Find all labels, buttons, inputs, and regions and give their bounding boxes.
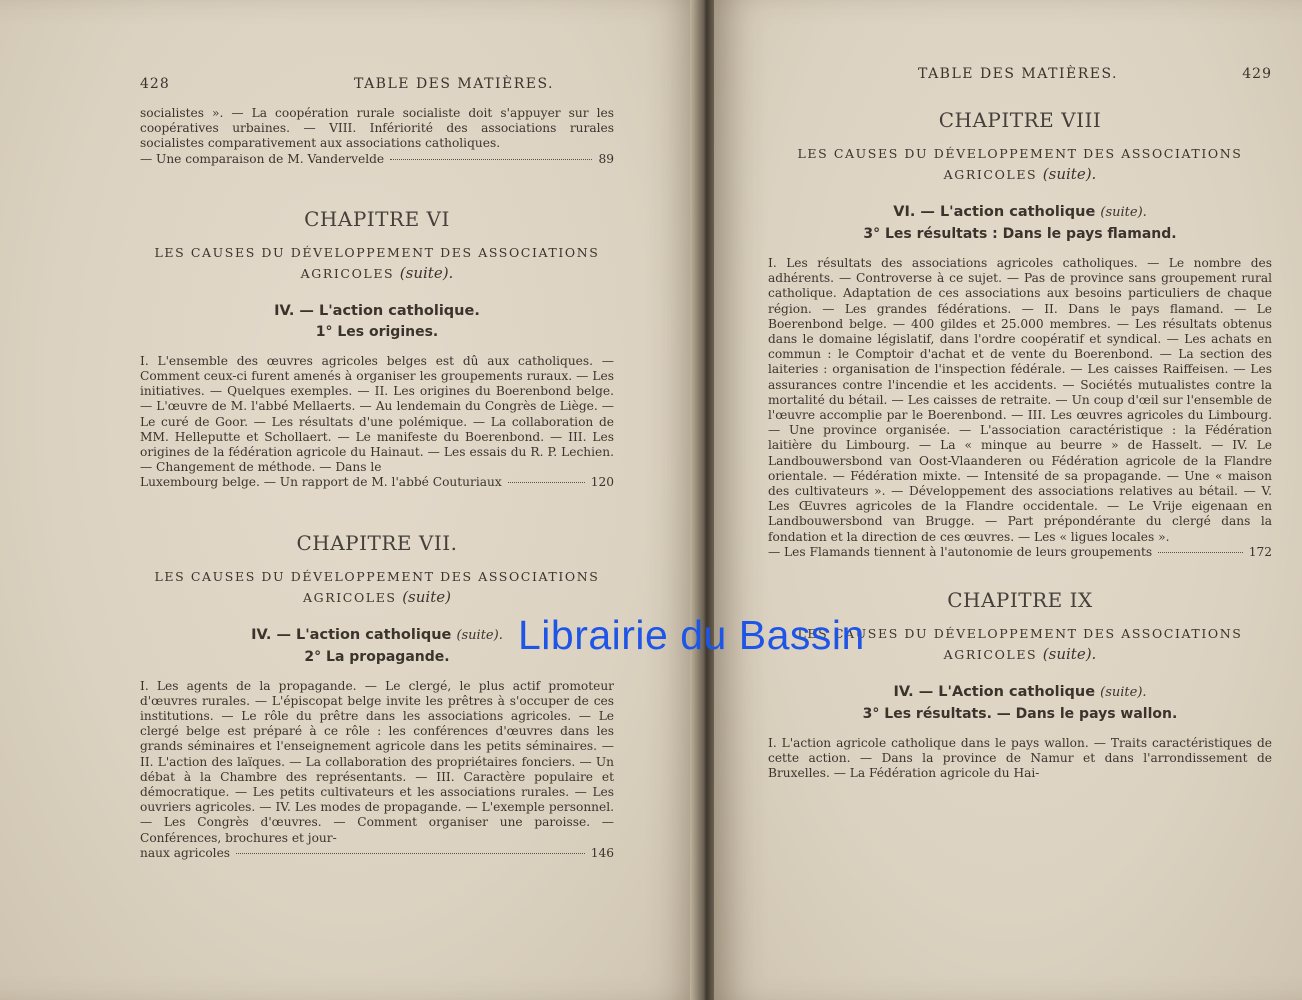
entry-last-text: — Une comparaison de M. Vandervelde: [140, 151, 385, 166]
entry-last-text: naux agricoles: [140, 845, 231, 860]
chapter-title: CHAPITRE IX: [947, 588, 1093, 613]
page-reference: 172: [1248, 544, 1272, 559]
entry-last-text: Luxembourg belge. — Un rapport de M. l'abbé Couturiaux: [140, 475, 502, 490]
chapter-title: CHAPITRE VIII: [938, 108, 1102, 132]
leader-dots: [1158, 552, 1243, 553]
chapter-subtitle: [768, 144, 1272, 185]
section-heading: IV. — L'action catholique.: [274, 302, 480, 319]
section-heading: [768, 681, 1272, 704]
chapter-viii: [768, 108, 1272, 560]
chapter-subtitle-text: LES CAUSES DU DÉVELOPPEMENT DES ASSOCIATIONS AGRICOLES: [154, 568, 600, 605]
chapter-subtitle-suite: (suite): [402, 587, 451, 606]
subsection-heading: 3° Les résultats : Dans le pays flamand.: [863, 226, 1177, 242]
chapter-vii: [140, 531, 614, 861]
chapter-title: CHAPITRE VII.: [296, 530, 458, 555]
section-heading-text: VI. — L'action catholique: [893, 204, 1096, 220]
section-heading-suite: (suite).: [1100, 685, 1147, 701]
leader-dots: [508, 482, 585, 483]
left-running-head: [140, 76, 614, 92]
continuation-last-line: [140, 152, 614, 167]
right-page: [714, 0, 1302, 1000]
chapter-subtitle-suite: (suite).: [1042, 165, 1097, 183]
continuation-text: socialistes ». — La coopération rurale socialiste doit s'appuyer sur les coopératives urbaines. — VIII. Infériorité des associations rurales socialistes comparativement aux associations catholiques.: [140, 106, 614, 151]
chapter-subtitle-text: LES CAUSES DU DÉVELOPPEMENT DES ASSOCIATIONS AGRICOLES: [797, 146, 1243, 182]
chapter-summary: I. Les résultats des associations agricoles catholiques. — Le nombre des adhérents. — Controverse à ce sujet. — Pas de province sans groupement rural catholique. Adaptation de ces associations aux besoins particuliers de chaque région. — Les grandes fédérations. — II. Dans le pays flamand. — Le Boerenbond belge. — 400 gildes et 25.000 membres. — Les résultats obtenus dans le domaine législatif, dans l'ordre coopératif et syndical. — Les achats en commun : le Comptoir d'achat et de vente du Boerenbond. — La section des laiteries : organisation de l'inspection fédérale. — Les caisses Raiffeisen. — Les assurances contre l'incendie et les accidents. — Sociétés mutualistes contre la mortalité du bétail. — Les caisses de retraite. — Un coup d'œil sur l'ensemble de l'œuvre accomplie par le Boerenbond. — III. Les œuvres agricoles du Limbourg. — Une province organisée. — L'association caractéristique : la Fédération laitière du Limbourg. — La « minque au beurre » de Hasselt. — IV. Le Landbouwersbond van Oost-Vlaanderen ou Fédération agricole de la Flandre orientale. — Fédération mixte. — Intensité de sa propagande. — Une « maison des cultivateurs ». — Développement des associations relatives au bétail. — V. Les Œuvres agricoles de la Flandre occidentale. — Le Vrije eigenaan en Landbouwersbond van Brugge. — Part prépondérante du clergé dans la fondation et la direction de ces œuvres. — Les « ligues locales ».: [768, 256, 1272, 544]
subsection-heading: 1° Les origines.: [315, 323, 439, 340]
chapter-subtitle-text: LES CAUSES DU DÉVELOPPEMENT DES ASSOCIATIONS AGRICOLES: [797, 626, 1243, 663]
section-heading: [768, 201, 1272, 224]
page-number: 428: [140, 76, 170, 92]
page-reference: 89: [598, 151, 614, 166]
subsection-heading: 3° Les résultats. — Dans le pays wallon.: [862, 706, 1178, 723]
chapter-subtitle-suite: (suite).: [1042, 645, 1097, 664]
subsection-heading: 2° La propagande.: [304, 648, 450, 665]
chapter-vi: [140, 207, 614, 491]
leader-dots: [236, 853, 585, 854]
chapter-subtitle: [140, 243, 614, 284]
running-title: TABLE DES MATIÈRES.: [354, 76, 554, 92]
chapter-summary: I. L'ensemble des œuvres agricoles belges est dû aux catholiques. — Comment ceux-ci furent amenés à organiser les groupements ruraux. — Les initiatives. — Quelques exemples. — II. Les origines du Boerenbond belge. — L'œuvre de M. l'abbé Mellaerts. — Au lendemain du Congrès de Liège. — Le curé de Goor. — Les résultats d'une polémique. — La collaboration de MM. Helleputte et Schollaert. — Le manifeste du Boerenbond. — III. Les origines de la fédération agricole du Hainaut. — Les essais du R. P. Lechien. — Changement de méthode. — Dans le: [140, 353, 614, 475]
entry-last-text: — Les Flamands tiennent à l'autonomie de leurs groupements: [768, 544, 1153, 559]
watermark: Librairie du Bassin: [518, 612, 865, 658]
section-heading-text: IV. — L'Action catholique: [893, 684, 1096, 701]
running-title: TABLE DES MATIÈRES.: [918, 66, 1118, 82]
chapter-summary-last-line: [768, 545, 1272, 560]
chapter-subtitle: [140, 567, 614, 608]
chapter-summary: I. Les agents de la propagande. — Le clergé, le plus actif promoteur d'œuvres rurales. — L'épiscopat belge invite les prêtres à s'occuper de ces institutions. — Le rôle du prêtre dans les associations agricoles. — Le clergé belge est préparé à ce rôle : les conférences d'œuvres dans les grands séminaires et l'enseignement agricole dans les petits séminaires. — II. L'action des laïques. — La collaboration des propriétaires fonciers. — Un débat à la Chambre des représentants. — III. Caractère populaire et démocratique. — Les petits cultivateurs et les associations rurales. — Les ouvriers agricoles. — IV. Les modes de propagande. — L'exemple personnel. — Les Congrès d'œuvres. — Comment organiser une paroisse. — Conférences, brochures et jour-: [140, 678, 614, 845]
chapter-subtitle-text: LES CAUSES DU DÉVELOPPEMENT DES ASSOCIATIONS AGRICOLES: [154, 244, 600, 281]
right-running-head: [768, 66, 1272, 82]
leader-dots: [390, 159, 592, 160]
page-reference: 146: [590, 845, 614, 860]
section-heading-text: IV. — L'action catholique: [251, 626, 452, 643]
chapter-summary: I. L'action agricole catholique dans le pays wallon. — Traits caractéristiques de cette action. — Dans la province de Namur et dans l'arrondissement de Bruxelles. — La Fédération agricole du Hai-: [768, 736, 1272, 781]
chapter-title: CHAPITRE VI: [304, 206, 450, 231]
chapter-summary-last-line: [140, 475, 614, 490]
page-number: 429: [1242, 66, 1272, 82]
page-reference: 120: [590, 475, 614, 490]
chapter-subtitle-suite: (suite).: [399, 263, 454, 282]
chapter-summary-last-line: [140, 846, 614, 861]
section-heading-suite: (suite).: [1100, 205, 1147, 220]
section-heading-suite: (suite).: [456, 627, 503, 643]
